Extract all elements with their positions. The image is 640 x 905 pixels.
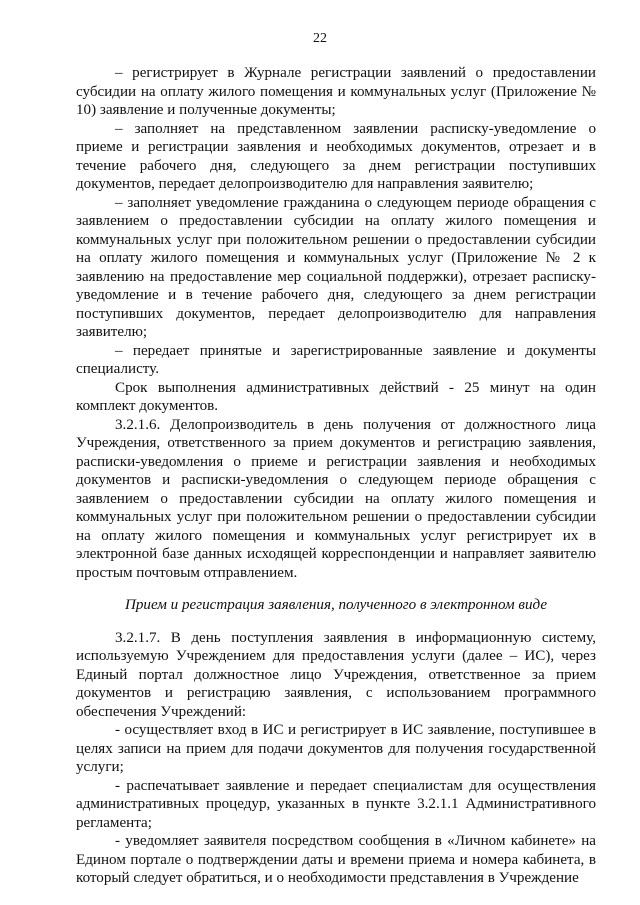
list-item-register-journal: – регистрирует в Журнале регистрации заявлений о предоставлении субсидии на оплату жилого помещения и коммунальных услуг (Приложение № 10) заявление и полученные документы; (76, 65, 596, 118)
list-item-notify-applicant: - уведомляет заявителя посредством сообщения в «Личном кабинете» на Едином портале о подтверждении даты и времени приема и номера кабинета, в который следует обратиться, и о необходимости представления в Учреждение (76, 833, 596, 886)
list-item-fill-notice: – заполняет уведомление гражданина о следующем периоде обращения с заявлением о предоставлении субсидии на оплату жилого помещения и коммунальных услуг при положительном решении о предоставлении субсидии на оплату жилого помещения и коммунальных услуг (Приложение № 2 к заявлению на предоставление мер социальной поддержки), отрезает расписку-уведомление и в течение рабочего дня, следующего за днем регистрации поступивших документов, передает делопроизводителю для направления заявителю; (76, 194, 596, 340)
list-item-transfer-documents: – передает принятые и зарегистрированные заявление и документы специалисту. (76, 342, 596, 377)
paragraph-3-2-1-6: 3.2.1.6. Делопроизводитель в день получения от должностного лица Учреждения, ответственного за прием документов и регистрацию заявления, расписки-уведомления о приеме и регистрации заявления и необходимых документов и расписки-уведомления о следующем периоде обращения с заявлением о предоставлении субсидии на оплату жилого помещения и коммунальных услуг при положительном решении о предоставлении субсидии на оплату жилого помещения и коммунальных услуг регистрирует их в электронной базе данных исходящей корреспонденции и направляет заявителю простым почтовым отправлением. (76, 416, 596, 581)
paragraph-deadline: Срок выполнения административных действий - 25 минут на один комплект документов. (76, 379, 596, 414)
page-number: 22 (313, 31, 327, 46)
section-heading: Прием и регистрация заявления, полученного в электронном виде (124, 597, 548, 613)
document-body (76, 64, 596, 888)
paragraph-3-2-1-7: 3.2.1.7. В день поступления заявления в информационную систему, используемую Учреждением для предоставления услуги (далее – ИС), через Единый портал должностное лицо Учреждения, ответственное за прием документов и регистрацию заявления, с использованием программного обеспечения Учреждений: (76, 629, 596, 720)
list-item-login-register: - осуществляет вход в ИС и регистрирует в ИС заявление, поступившее в целях записи на прием для подачи документов для получения государственной услуги; (76, 722, 596, 775)
list-item-fill-receipt: – заполняет на представленном заявлении расписку-уведомление о приеме и регистрации заявления и необходимых документов, отрезает и в течение рабочего дня, следующего за днем регистрации поступивших документов, передает делопроизводителю для направления заявителю; (76, 120, 596, 192)
list-item-print-transfer: - распечатывает заявление и передает специалистам для осуществления административных процедур, указанных в пункте 3.2.1.1 Административного регламента; (76, 777, 596, 831)
